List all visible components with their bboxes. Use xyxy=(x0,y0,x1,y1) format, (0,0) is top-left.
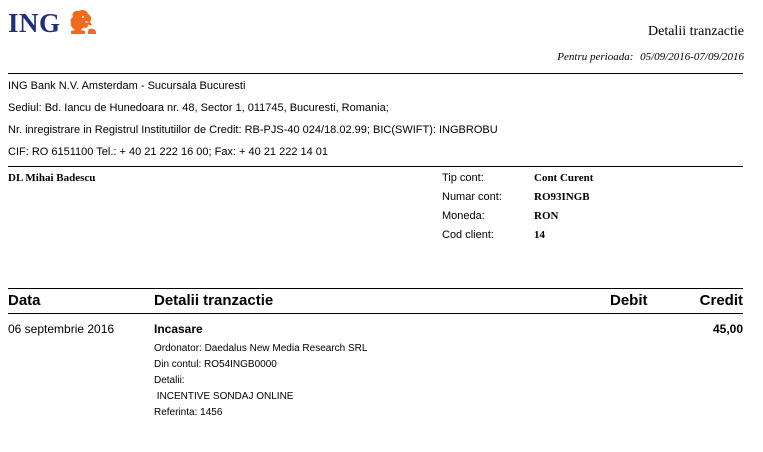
ing-logo xyxy=(8,8,99,38)
detail-reference: Referinta: 1456 xyxy=(154,407,223,418)
column-header-debit: Debit xyxy=(610,292,648,309)
bank-registration: Nr. inregistrare in Registrul Institutiilor de Credit: RB-PJS-40 024/18.02.99; BIC(SWIFT): INGBROBU xyxy=(8,124,498,136)
column-header-credit: Credit xyxy=(699,292,743,309)
column-header-date: Data xyxy=(8,292,41,309)
transaction-credit: 45,00 xyxy=(712,322,743,336)
bank-name: ING Bank N.V. Amsterdam - Sucursala Bucuresti xyxy=(8,80,246,92)
period-value: 05/09/2016-07/09/2016 xyxy=(640,51,744,63)
currency-value: RON xyxy=(534,210,559,222)
document-title: Detalii tranzactie xyxy=(648,24,744,39)
detail-description: INCENTIVE SONDAJ ONLINE xyxy=(154,391,294,402)
column-header-details: Detalii tranzactie xyxy=(154,292,274,309)
bank-contact: CIF: RO 6151100 Tel.: + 40 21 222 16 00; Fax: + 40 21 222 14 01 xyxy=(8,146,329,158)
account-type-value: Cont Curent xyxy=(534,172,594,184)
transaction-date: 06 septembrie 2016 xyxy=(8,322,115,336)
divider-table-header xyxy=(8,313,743,314)
account-number-label: Numar cont: xyxy=(442,191,502,203)
divider-top xyxy=(8,73,743,74)
client-code-label: Cod client: xyxy=(442,229,494,241)
account-type-label: Tip cont: xyxy=(442,172,484,184)
currency-label: Moneda: xyxy=(442,210,485,222)
transaction-type: Incasare xyxy=(154,322,203,336)
detail-payer: Ordonator: Daedalus New Media Research SRL xyxy=(154,343,368,354)
period-label: Pentru perioada: xyxy=(557,51,634,63)
divider-table-top xyxy=(8,288,743,289)
statement-period xyxy=(557,51,744,63)
divider-bank xyxy=(8,166,743,167)
bank-address: Sediul: Bd. Iancu de Hunedoara nr. 48, Sector 1, 011745, Bucuresti, Romania; xyxy=(8,102,389,114)
client-name: DL Mihai Badescu xyxy=(8,172,96,184)
client-code-value: 14 xyxy=(534,229,545,241)
detail-from-account: Din contul: RO54INGB0000 xyxy=(154,359,277,370)
account-number-value: RO93INGB xyxy=(534,191,590,203)
detail-label: Detalii: xyxy=(154,375,185,386)
logo-text: ING xyxy=(8,8,61,38)
lion-icon xyxy=(65,9,99,37)
